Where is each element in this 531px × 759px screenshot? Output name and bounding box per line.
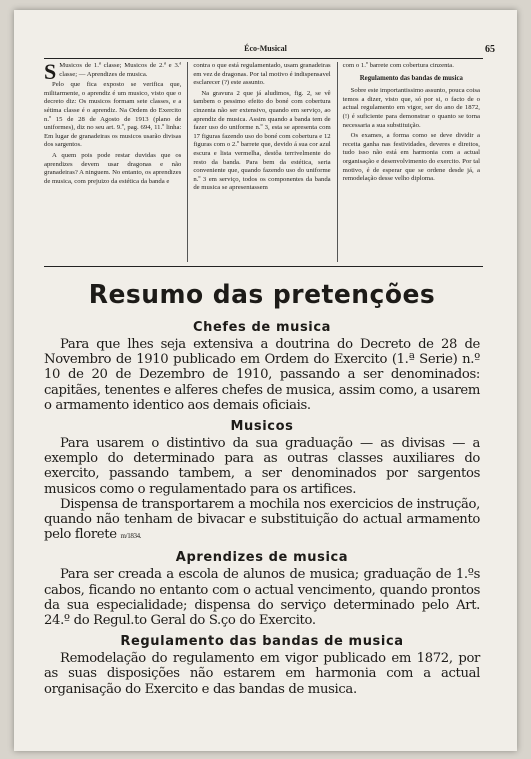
three-column-text [44,62,480,262]
column-1-paragraph-1: S Musicos de 1.ª classe; Musicos de 2.ª e 3.ª classe; — Aprendizes de musica. [44,62,182,84]
florete-model: m/1834. [120,532,142,541]
drop-cap: S [44,62,57,84]
summary-section [44,280,480,697]
chefes-paragraph: Para que lhes seja extensiva a doutrina do Decreto de 28 de Novembro de 1910 publicado em Ordem do Exercito (1.ª Serie) n.º 10 de 20 de Dezembro de 1910, passando a ser denominados: capitães, tenentes e alferes chefes de musica, assim como, a usarem o armamento identico aos demais oficiais. [44,337,481,413]
text-column-1 [44,62,181,262]
heading-musicos: Musicos [230,419,294,435]
header-rule [44,58,483,59]
page-number: 65 [485,44,495,55]
section-rule [44,266,483,267]
aprendizes-paragraph: Para ser creada a escola de alunos de musica; graduação de 1.ºs cabos, ficando no entanto com o actual vencimento, quando prontos da sua especialidade; dispensa do serviço determinado pelo Art. 24.º do Regul.to Geral do S.ço do Exercito. [44,567,480,629]
musicos-paragraph-1: Para usarem o distintivo da sua graduação — as divisas — a exemplo do determinado para as outras classes auxiliares do exercito, passando tambem, a ser denominados por sargentos musicos como o regulamentado para os artifices. [44,436,480,497]
running-header [14,44,517,58]
column-3-heading: Regulamento das bandas de musica [359,74,463,82]
column-2-paragraph-2: Na gravura 2 que já aludimos, fig. 2, se vê tambem o pessimo efeito do boné com cobertura cinzenta não ser extensivo, quando em serviço, ao aprendiz de musica. Assim quando a banda tem de fazer uso do uniforme n.º 3, esta se apresenta com 17 figuras fazendo uso do boné com cobertura e 12 figuras com o 2.º barrete que, devido á sua cor azul escura e lista vermelha, destôa terrivelmente do resto da banda. Para bem da estética, seria conveniente que, quando fazendo uso do uniforme n.º 3 em serviço, todos os componentes da banda de musica se apresentassem [193,89,331,192]
column-3-paragraph-2: Sobre este importantissimo assunto, pouca coisa temos a dizer, visto que, só por si, o facto de o actual regulamento em vigor, ser do ano de 1872, (!) é suficiente para demonstrar o quanto se torna necessaria a sua substituição. [342,87,480,129]
column-1-paragraph-2: Pelo que fica exposto se verifica que, militarmente, o aprendiz é um musico, visto que o decreto diz: Os musicos formam sete classes, e a sétima classe é o aprendiz. Na Ordem do Exercito n.º 15 de 28 de Agosto de 1913 (plano de uniformes), diz no seu art. 9.º, pag. 694, 11.º linha: Em lugar de granadeiras os musicos usarão divisas dos sargentos. [44,81,182,149]
journal-title: Éco-Musical [244,44,287,53]
heading-chefes-de-musica: Chefes de musica [192,320,332,335]
text-column-3 [337,62,480,262]
column-1-paragraph-3: A quem pois pode restar duvidas que os aprendizes devem usar dragonas e não granadeiras? A ninguem. No entanto, os aprendizes de musica, com prejuizo da estética da banda e [44,151,182,185]
heading-regulamento: Regulamento das bandas de musica [120,634,404,650]
text-column-2 [187,62,330,262]
column-2-paragraph-1: contra o que está regulamentado, usam granadeiras em vez de dragonas. Por tal motivo é indispensavel esclarecer (?) este assunto. [193,62,331,87]
document-page [14,10,517,751]
column-3-paragraph-3: Os exames, a forma como se deve dividir a receita ganha nas festividades, deveres e direitos, tudo isso não está em harmonia com a actual organisação e desenvolvimento do exercito. Por tal motivo, é de esperar que se ordene desde já, a remodelação desse velho diploma. [342,132,480,183]
heading-aprendizes: Aprendizes de musica [175,550,349,566]
musicos-paragraph-2: Dispensa de transportarem a mochila nos exercicios de instrução, quando não tenham de bivacar e substituição do actual armamento pelo florete m/1834. [44,496,480,543]
column-3-paragraph-1: com o 1.º barrete com cobertura cinzenta. [342,62,454,69]
regulamento-paragraph: Remodelação do regulamento em vigor publicado em 1872, por as suas disposições não estarem em harmonia com a actual organisação do Exercito e das bandas de musica. [44,651,480,697]
summary-title: Resumo das pretenções [88,280,436,310]
